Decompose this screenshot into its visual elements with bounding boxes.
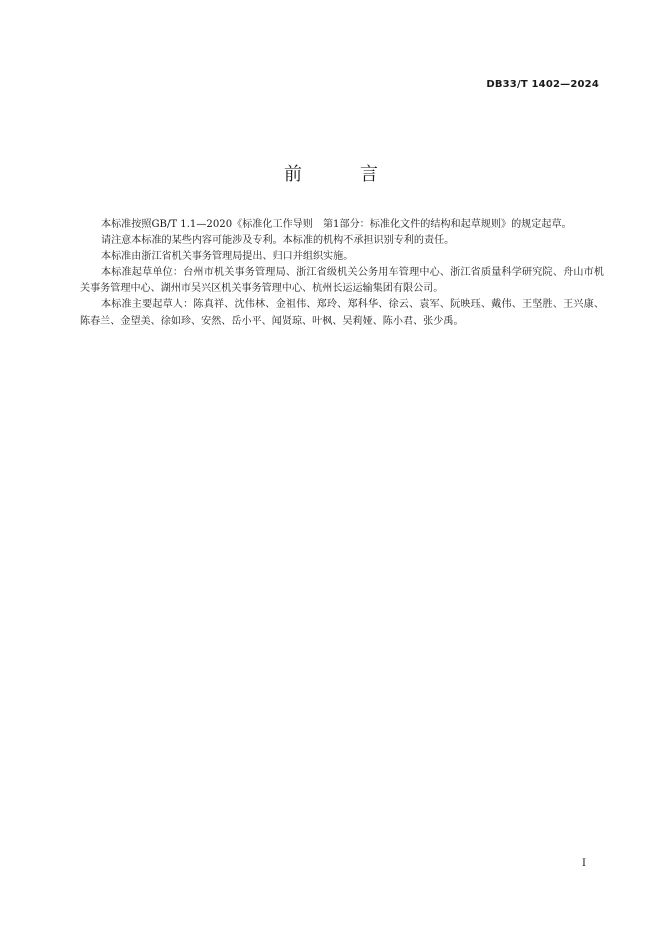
paragraph-drafting-units: 本标准起草单位：台州市机关事务管理局、浙江省级机关公务用车管理中心、浙江省质量科学研究院、舟山市机关事务管理中心、湖州市吴兴区机关事务管理中心、杭州长运运输集团有限公司。 [80, 267, 604, 295]
page-number: I [582, 858, 586, 869]
foreword-body [80, 217, 604, 330]
paragraph-proposer: 本标准由浙江省机关事务管理局提出、归口并组织实施。 [101, 251, 354, 263]
paragraph-drafting-rules: 本标准按照GB/T 1.1—2020《标准化工作导则 第1部分：标准化文件的结构和起草规则》的规定起草。 [101, 219, 572, 230]
paragraph-main-drafters: 本标准主要起草人：陈真祥、沈伟林、金祖伟、郑玲、郑科华、徐云、袁军、阮映珏、戴伟、王坚胜、王兴康、陈春兰、金望美、徐如珍、安然、岳小平、闻贤琼、叶枫、吴莉娅、陈小君、张少禹。 [80, 299, 604, 327]
document-code: DB33/T 1402—2024 [486, 79, 599, 90]
page-title: 前 言 [284, 164, 398, 185]
paragraph-patent-notice: 请注意本标准的某些内容可能涉及专利。本标准的机构不承担识别专利的责任。 [101, 235, 455, 247]
